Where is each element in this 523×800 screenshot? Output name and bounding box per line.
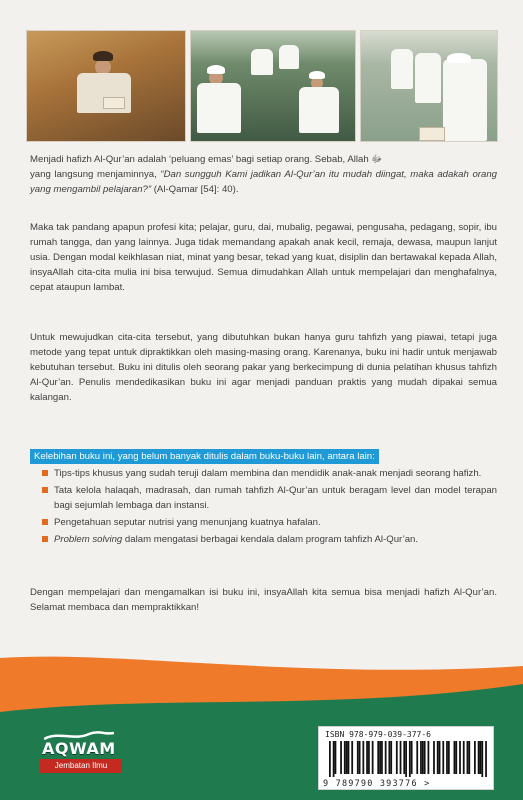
barcode-bar: [340, 741, 342, 774]
isbn-barcode: [318, 726, 494, 790]
barcode-bar: [403, 741, 405, 774]
barcode-bar: [448, 741, 450, 774]
features-list: [30, 466, 497, 547]
feature-item: [30, 515, 497, 530]
publisher-tagline: Jembatan Ilmu: [40, 759, 122, 773]
barcode-bar: [439, 741, 441, 774]
square-bullet-icon: [42, 519, 48, 525]
barcode-bar: [405, 741, 407, 777]
feature-item: [30, 466, 497, 481]
barcode-bar: [335, 741, 337, 774]
closing-paragraph: Dengan mempelajari dan mengamalkan isi buku ini, insyaAllah kita semua bisa menjadi hafizh Al-Qur’an. Selamat membaca dan mempraktikkan!: [30, 587, 497, 613]
barcode-bar: [390, 741, 392, 774]
barcode-bar: [362, 741, 364, 774]
feature-item: [30, 483, 497, 513]
barcode-bar: [474, 741, 476, 774]
barcode-bar: [468, 741, 470, 774]
barcode-bar: [446, 741, 448, 774]
barcode-bar: [459, 741, 461, 774]
feature-emphasis: Problem solving: [54, 534, 123, 545]
barcode-bar: [329, 741, 331, 777]
isbn-label: ISBN 978-979-039-377-6: [325, 730, 431, 739]
barcode-bar: [348, 741, 350, 774]
quote-citation: (Al-Qamar [54]: 40).: [151, 184, 239, 195]
barcode-bar: [422, 741, 424, 774]
barcode-bar: [396, 741, 398, 774]
feature-text: Tips-tips khusus yang sudah teruji dalam membina dan mendidik anak-anak menjadi seorang hafizh.: [54, 468, 482, 479]
barcode-bar: [357, 741, 359, 774]
barcode-bar: [385, 741, 387, 774]
barcode-bar: [433, 741, 435, 774]
feature-text: Tata kelola halaqah, madrasah, dan rumah tahfizh Al-Qur’an untuk beragam level dan model terapan bagi sejumlah lembaga dan instansi.: [54, 485, 497, 511]
barcode-bar: [372, 741, 374, 774]
quran-quote: “Dan sungguh Kami jadikan Al-Qur’an itu mudah diingat, maka adakah orang yang mengambil pelajaran?”: [30, 169, 497, 195]
barcode-bar: [411, 741, 413, 774]
publisher-logo: [34, 735, 140, 777]
feature-text: Pengetahuan seputar nutrisi yang menunjang kuatnya hafalan.: [54, 517, 321, 528]
barcode-bars: [329, 741, 487, 777]
barcode-bar: [485, 741, 487, 777]
photo-boy-reading-quran: [26, 30, 186, 142]
barcode-bar: [478, 741, 480, 774]
paragraph-method: Untuk mewujudkan cita-cita tersebut, yang dibutuhkan bukan hanya guru tahfizh yang piawai, tetapi juga metode yang tepat untuk dipraktikkan oleh masing-masing orang. Karenanya, buku ini hadir untuk menjawab kebutuhan tersebut. Buku ini ditulis oleh seorang pakar yang berkecimpung di dunia pelatihan khusus tahfizh Al-Qur’an. Penulis mendedikasikan buku ini agar menjadi panduan praktis yang mudah dipakai semua kalangan.: [30, 332, 497, 403]
barcode-bar: [481, 741, 483, 777]
square-bullet-icon: [42, 470, 48, 476]
barcode-bar: [359, 741, 361, 774]
features-title: Kelebihan buku ini, yang belum banyak ditulis dalam buku-buku lain, antara lain:: [30, 449, 379, 464]
cover-photo-strip: [26, 30, 498, 142]
honorific-glyph: ﷻ: [371, 154, 383, 165]
barcode-bar: [416, 741, 418, 774]
barcode-bar: [400, 741, 402, 774]
features-section: [30, 446, 497, 549]
barcode-bar: [366, 741, 368, 774]
barcode-bar: [454, 741, 456, 774]
square-bullet-icon: [42, 487, 48, 493]
intro-lead: Menjadi hafizh Al-Qur’an adalah ‘peluang emas’ bagi setiap orang. Sebab, Allah: [30, 154, 372, 165]
barcode-bar: [467, 741, 469, 774]
barcode-bar: [351, 741, 353, 774]
barcode-bar: [346, 741, 348, 774]
publisher-name: AQWAM: [42, 739, 116, 758]
barcode-bar: [420, 741, 422, 774]
barcode-bar: [463, 741, 465, 774]
barcode-bar: [437, 741, 439, 774]
photo-row-of-students: [360, 30, 498, 142]
barcode-bar: [333, 741, 335, 777]
barcode-bar: [424, 741, 426, 774]
barcode-bar: [409, 741, 411, 777]
intro-line2: yang langsung menjaminnya,: [30, 169, 161, 180]
barcode-bar: [344, 741, 346, 774]
barcode-bar: [455, 741, 457, 774]
square-bullet-icon: [42, 536, 48, 542]
barcode-bar: [377, 741, 379, 774]
ean-number: 9 789790 393776 >: [323, 779, 431, 789]
barcode-bar: [368, 741, 370, 774]
barcode-bar: [480, 741, 482, 774]
barcode-bar: [428, 741, 430, 774]
paragraph-professions: Maka tak pandang apapun profesi kita; pelajar, guru, dai, mubalig, pegawai, pengusaha, pedagang, sopir, ibu rumah tangga, dan yang lainnya. Juga tidak memandang apakah anak kecil, remaja, dewasa, maupun lanjut usia. Dengan modal keikhlasan niat, minat yang besar, tekad yang kuat, disiplin dan bertawakal kepada Allah, insyaAllah cita-cita mulia ini bisa terwujud. Semua dimudahkan Allah untuk mempelajari dan menghafalnya, cepat ataupun lambat.: [30, 222, 497, 293]
photo-group-studying: [190, 30, 356, 142]
feature-text: dalam mengatasi berbagai kendala dalam program tahfizh Al-Qur’an.: [122, 534, 419, 545]
barcode-bar: [379, 741, 381, 774]
feature-item: [30, 532, 497, 547]
intro-paragraph: [30, 152, 497, 197]
barcode-bar: [388, 741, 390, 774]
barcode-bar: [442, 741, 444, 774]
barcode-bar: [381, 741, 383, 774]
